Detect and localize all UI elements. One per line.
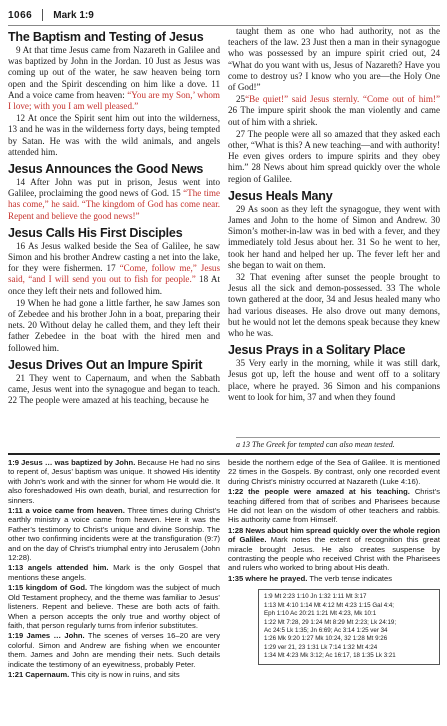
study-note: 1:15 kingdom of God. The kingdom was the subject of much Old Testament prophecy, and the theme was familiar to Jesus’ listeners. Repent and believe. These are both acts of faith. When a person accepts the only true and worthy object of faith, that person regularly turns from inferior substitutes. [8, 583, 220, 630]
paragraph: 21 They went to Capernaum, and when the Sabbath came, Jesus went into the synagogue and began to teach. 22 The people were amazed at his teaching, because he [8, 372, 220, 406]
study-note: beside the northern edge of the Sea of Galilee. It is mentioned 22 times in the Gospels. By contrast, only one recorded event during Christ’s ministry occurred at Nazareth (Luke 4:16). [228, 458, 440, 486]
section-heading: Jesus Calls His First Disciples [8, 225, 183, 240]
study-note: 1:9 Jesus … was baptized by John. Because He had no sins to repent of, Jesus’ baptism was unique. It showed His identity with John’s work and with the sinner for whom He would die. It also foreshadowed His own death, burial, and resurrection for sinners. [8, 458, 220, 505]
cross-reference-line: 1:9 Mt 2:23 1:10 Jn 1:32 1:11 Mt 3:17 [264, 593, 367, 601]
words-of-christ: “The time has come,” he said. “The kingdom of God has come near. Repent and believe the good news!” [8, 188, 220, 221]
cross-reference-line: 1:29 ver 21, 23 1:31 Lk 7:14 1:32 Mt 4:24 [264, 643, 378, 651]
study-note: 1:28 News about him spread quickly over the whole region of Galilee. Mark notes the extent of recognition this great miracle brought Jesus. He also creates suspense by contrasting the people who received Christ with the Pharisees and rulers who worked to bring about His death. [228, 525, 440, 573]
study-note: 1:22 the people were amazed at his teaching. Christ’s teaching differed from that of scribes and Pharisees because He did not lean on the wisdom of other teachers and rabbis. His authority came from Himself. [228, 487, 440, 525]
paragraph: 25“Be quiet!” said Jesus sternly. “Come out of him!” 26 The impure spirit shook the man violently and came out of him with a shriek. [228, 94, 440, 127]
notes-right-column [228, 458, 440, 724]
paragraph: 9 At that time Jesus came from Nazareth in Galilee and was baptized by John in the Jordan. 10 Just as Jesus was coming up out of the water, he saw heaven being torn open and the Spirit descending on him like a dove. 11 And a voice came from heaven: “You are my Son,’ whom I love; with you I am well pleased.” [8, 45, 220, 112]
bible-text-columns [8, 26, 440, 450]
paragraph: 29 As soon as they left the synagogue, they went with James and John to the home of Simon and Andrew. 30 Simon’s mother-in-law was in bed with a fever, and they immediately told Jesus about her. 31 So he went to her, took her hand and helped her up. The fever left her and she began to wait on them. [228, 203, 440, 270]
paragraph: 12 At once the Spirit sent him out into the wilderness, 13 and he was in the wilderness forty days, being tempted by Satan. He was with the wild animals, and angels attended him. [8, 113, 220, 157]
paragraph: 32 That evening after sunset the people brought to Jesus all the sick and demon-possessed. 33 The whole town gathered at the door, 34 and Jesus healed many who had various diseases. He also drove out many demons, but he would not let the demons speak because they knew who he was. [228, 272, 440, 339]
page-number: 1066 [8, 9, 33, 21]
page-header [8, 5, 440, 26]
cross-reference-line: Eph 1:10 Ac 20:21 1:21 Mt 4:23, Mk 10:1 [264, 610, 377, 618]
right-text-column [228, 26, 440, 450]
section-heading: The Baptism and Testing of Jesus [8, 30, 204, 44]
paragraph: 35 Very early in the morning, while it was still dark, Jesus got up, left the house and went off to a solitary place, where he prayed. 36 Simon and his companions went to look for him, 37 and when they found [228, 358, 440, 402]
notes-left-column [8, 458, 220, 724]
section-heading: Jesus Announces the Good News [8, 162, 204, 177]
study-notes-divider [8, 453, 440, 455]
study-note: 1:21 Capernaum. This city is now in ruins, and sits [8, 669, 180, 679]
words-of-christ: “You are my Son,’ whom I love; with you I am well pleased.” [8, 89, 220, 112]
study-notes [8, 458, 440, 724]
cross-reference-box [258, 589, 440, 664]
paragraph: 16 As Jesus walked beside the Sea of Galilee, he saw Simon and his brother Andrew casting a net into the lake, for they were fishermen. 17 “Come, follow me,” Jesus said, “and I will send you out to fish for people.” 18 At once they left their nets and followed him. [8, 240, 220, 296]
study-note: 1:11 a voice came from heaven. Three times during Christ’s earthly ministry a voice came from heaven. Here it was the Father’s testimony to Christ’s unique and divine Sonship. The other two confirming incidents were at the transfiguration (9:7) and on the day of Christ’s triumphal entry into Jerusalem (John 12:28). [8, 506, 220, 563]
study-note: 1:35 where he prayed. The verb tense indicates [228, 573, 393, 583]
study-note: 1:19 James … John. The scenes of verses 16–20 are very colorful. Simon and Andrew are fishing when we encounter them. James and John are mending their nets. Such details indicate the testimony of an eyewitness, probably Peter. [8, 631, 220, 669]
section-heading: Jesus Heals Many [228, 188, 333, 203]
cross-reference-line: 1:13 Mt 4:10 1:14 Mt 4:12 Mt 4:23 1:15 Gal 4:4; [264, 601, 395, 609]
study-note: 1:13 angels attended him. Mark is the only Gospel that mentions these angels. [8, 563, 220, 582]
left-text-column [8, 26, 220, 450]
cross-reference-line: 1:22 Mt 7:28, 29 1:24 Mt 8:29 Mt 2:23; Lk 24:19; [264, 618, 397, 626]
cross-reference-line: Ac 24:5 Lk 1:35; Jn 6:69; Ac 3:14 1:25 ver 34 [264, 626, 388, 634]
chapter-reference: Mark 1:9 [53, 9, 94, 21]
paragraph: taught them as one who had authority, not as the teachers of the law. 23 Just then a man in their synagogue who was possessed by an impure spirit cried out, 24 “What do you want with us, Jesus of Nazareth? Have you come to destroy us? I know who you are—the Holy One of God!” [228, 26, 440, 93]
words-of-christ: “Be quiet!” said Jesus sternly. “Come out of him!” [245, 94, 440, 105]
words-of-christ: “Come, follow me,” Jesus said, “and I will send you out to fish for people.” [8, 263, 220, 285]
cross-reference-line: 1:26 Mk 9:20 1:27 Mk 10:24, 32 1:28 Mt 9:26 [264, 635, 388, 643]
section-heading: Jesus Drives Out an Impure Spirit [8, 357, 203, 372]
paragraph: 14 After John was put in prison, Jesus went into Galilee, proclaiming the good news of God. 15 “The time has come,” he said. “The kingdom of God has come near. Repent and believe the good news!” [8, 177, 220, 221]
paragraph: 27 The people were all so amazed that they asked each other, “What is this? A new teaching—and with authority! He even gives orders to impure spirits and they obey him.” 28 News about him spread quickly over the whole region of Galilee. [228, 128, 440, 184]
header-divider [42, 9, 43, 21]
paragraph: 19 When he had gone a little farther, he saw James son of Zebedee and his brother John in a boat, preparing their nets. 20 Without delay he called them, and they left their father Zebedee in the boat with the hired men and followed him. [8, 297, 220, 353]
cross-reference-line: 1:34 Mt 4:23 Mk 3:12; Ac 16:17, 18 1:35 Lk 3:21 [264, 652, 396, 660]
text-footnote: a 13 The Greek for tempted can also mean tested. [236, 437, 440, 449]
section-heading: Jesus Prays in a Solitary Place [228, 343, 406, 358]
